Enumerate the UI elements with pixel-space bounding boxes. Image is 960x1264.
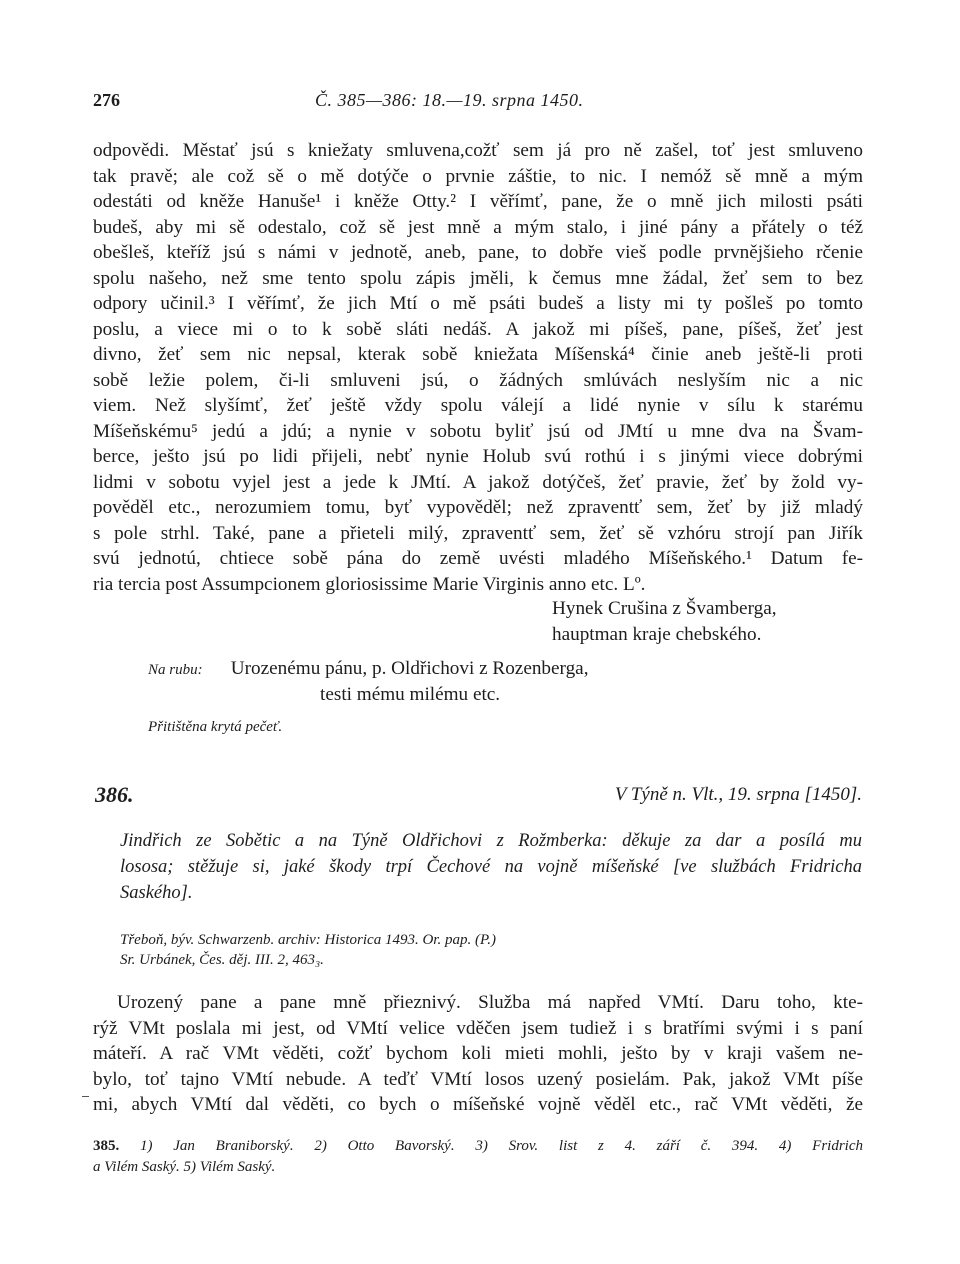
- seal-note: Přitištěna krytá pečeť.: [148, 719, 283, 735]
- page-header: [93, 90, 866, 118]
- body-line: obešleš, kteříž jsú s námi v jednotě, aneb, pane, to dobře vieš podle prvnějšieho rčenie: [93, 242, 863, 263]
- signature-line: hauptman kraje chebského.: [552, 624, 762, 645]
- body-line: divno, žeť sem nic nepsal, kterak sobě kniežata Míšenská⁴ činie aneb ještě-li proti: [93, 344, 863, 365]
- letter-line: bylo, toť tajno VMtí nebude. A teďť VMtí losos uzený posielám. Pak, jakož VMt píše: [93, 1068, 863, 1090]
- letter-386-body: [93, 990, 863, 1118]
- verso-row: [148, 656, 589, 682]
- verso-label: Na rubu:: [148, 662, 203, 678]
- source-line: Sr. Urbánek, Čes. děj. III. 2, 463₃.: [120, 952, 324, 968]
- body-line: spolu našeho, než sme tento spolu zápis jměli, k čemus mne žádal, žeť sem to bez: [93, 267, 863, 289]
- regest: [120, 828, 862, 906]
- verso-line: Urozenému pánu, p. Oldřichovi z Rozenberga,: [230, 658, 589, 679]
- body-line: viem. Než slyšímť, žeť ještě vždy spolu válejí a lidé nynie v sílu k starému: [93, 395, 863, 416]
- body-line: odpovědi. Městať jsú s kniežaty smluvena,cožť sem já pro ně zašel, toť jest smluveno: [93, 140, 863, 161]
- page-number: 276: [93, 90, 120, 110]
- margin-mark: [82, 1096, 89, 1097]
- body-line: lidmi v sobotu vyjel jest a jede k JMtí. A jakož dotýčeš, žeť pravie, žeť by žold vy-: [93, 471, 863, 493]
- source-citation: [120, 930, 496, 970]
- body-line: Míšeňskému⁵ jedú a jdú; a nynie v sobotu byliť jsú od JMtí u mne dva na Švam-: [93, 420, 863, 442]
- signature-block: [552, 596, 777, 648]
- letter-line: Urozený pane a pane mně přieznivý. Služba má napřed VMtí. Daru toho, kte-: [117, 992, 863, 1013]
- footnote-line: [93, 1136, 863, 1157]
- verso-address: [148, 656, 589, 738]
- regest-line: Jindřich ze Sobětic a na Týně Oldřichovi z Rožmberka: děkuje za dar a posílá mu: [120, 831, 862, 851]
- letter-line: rýž VMt poslala mi jest, od VMtí velice vděčen jsem tudiež i s bratřími svými i s paní: [93, 1017, 863, 1039]
- letter-385-body: [93, 138, 863, 597]
- signature-line: Hynek Crušina z Švamberga,: [552, 598, 777, 619]
- footnotes: [93, 1136, 863, 1178]
- running-head: Č. 385—386: 18.—19. srpna 1450.: [315, 90, 584, 110]
- letter-line: máteří. A rač VMt věděti, cožť bychom koli mieti mohli, ješto by v kraji vašem ne-: [93, 1043, 863, 1064]
- body-line: sobě ležie polem, či-li smluveni jsú, o žádných smlúvách neslyším nic a nic: [93, 369, 863, 391]
- footnote-text: 1) Jan Braniborský. 2) Otto Bavorský. 3) Srov. list z 4. září č. 394. 4) Fridrich: [119, 1138, 863, 1154]
- body-line: odestáti od kněže Hanuše¹ i kněže Otty.² I věřímť, pane, že o mně jich milosti psáti: [93, 191, 863, 212]
- body-line: svú jednotú, chtiece sobě pána do země uvésti mladého Míšeňského.¹ Datum fe-: [93, 548, 863, 569]
- regest-line: lososa; stěžuje si, jaké škody trpí Čechové na vojně míšeňské [ve službách Fridricha: [120, 857, 862, 877]
- regest-line: Saského].: [120, 883, 193, 903]
- document-place-date: V Týně n. Vlt., 19. srpna [1450].: [614, 784, 862, 805]
- body-line: tak pravě; ale což sě o mě dotýče o prvnie záštie, to nic. I nemóž sě mně a mým: [93, 165, 863, 187]
- body-line: ria tercia post Assumpcionem gloriosissime Marie Virginis anno etc. Lº.: [93, 573, 646, 595]
- body-line: poslu, a viece mi o to k sobě sláti nedáš. A jakož mi píšeš, pane, píšeš, žeť jest: [93, 318, 863, 340]
- body-line: odpory učinil.³ I věřímť, že jich Mtí o mě psáti budeš a listy mi ty pošleš po tomto: [93, 293, 863, 314]
- body-line: budeš, aby mi sě odestalo, což sě jest mně a mým stalo, i jiné pány a přátely o též: [93, 216, 863, 238]
- footnote-lead: 385.: [93, 1138, 120, 1154]
- body-line: pověděl etc., nerozumiem tomu, byť vypověděl; než zpraventť sem, žeť by již mladý: [93, 497, 863, 518]
- body-line: berce, ješto jsú po lidi přijeli, nebť nynie Holub svú rothú i s jinými viece dobrými: [93, 446, 863, 467]
- footnote-line: a Vilém Saský. 5) Vilém Saský.: [93, 1159, 276, 1175]
- body-line: s pole strhl. Také, pane a přieteli milý, zpraventť sem, žeť sě vzhóru strojí pan Jiřík: [93, 522, 863, 544]
- verso-line: testi mému milému etc.: [320, 684, 501, 705]
- letter-line: mi, abych VMtí dal věděti, co bych o míšeňské vojně věděl etc., rač VMt věděti, že: [93, 1094, 863, 1115]
- source-line: Třeboň, býv. Schwarzenb. archiv: Historica 1493. Or. pap. (P.): [120, 932, 496, 948]
- document-number: 386.: [95, 782, 134, 807]
